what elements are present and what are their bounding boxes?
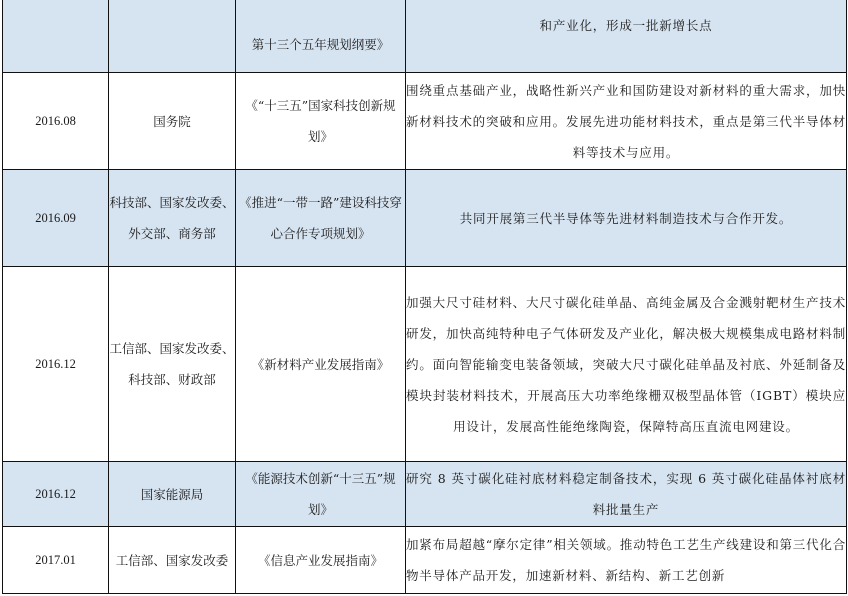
date-cell: 2016.12 <box>3 267 109 462</box>
department-cell: 国务院 <box>109 73 236 170</box>
content-cell: 围绕重点基础产业，战略性新兴产业和国防建设对新材料的重大需求，加快新材料技术的突破和应用。发展先进功能材料技术，重点是第三代半导体材料等技术与应用。 <box>406 73 847 170</box>
table-row <box>3 462 847 527</box>
table-row <box>3 527 847 594</box>
content-cell: 研究 8 英寸碳化硅衬底材料稳定制备技术，实现 6 英寸碳化硅晶体衬底材料批量生产 <box>406 462 847 527</box>
policy-table <box>2 0 847 594</box>
date-cell: 2017.01 <box>3 527 109 594</box>
department-cell: 工信部、国家发改委、科技部、财政部 <box>109 267 236 462</box>
table-row <box>3 0 847 73</box>
document-cell: 《推进“一带一路”建设科技穿心合作专项规划》 <box>236 170 406 267</box>
date-cell: 2016.08 <box>3 73 109 170</box>
content-cell <box>406 527 847 594</box>
document-cell <box>236 0 406 73</box>
table-row <box>3 267 847 462</box>
department-cell: 工信部、国家发改委 <box>109 527 236 594</box>
content-cell <box>406 0 847 73</box>
department-cell: 国家能源局 <box>109 462 236 527</box>
date-cell: 2016.12 <box>3 462 109 527</box>
date-cell: 2016.09 <box>3 170 109 267</box>
department-cell <box>109 0 236 73</box>
document-cell: 《“十三五”国家科技创新规划》 <box>236 73 406 170</box>
content-text: 加紧布局超越“摩尔定律”相关领域。推动特色工艺生产线建设和第三代化合物半导体产品开发，加速新材料、新结构、新工艺创新 <box>406 537 846 583</box>
date-cell <box>3 0 109 73</box>
document-title: 第十三个五年规划纲要》 <box>251 37 390 52</box>
table-row <box>3 170 847 267</box>
document-cell: 《能源技术创新“十三五”规划》 <box>236 462 406 527</box>
table-row <box>3 73 847 170</box>
content-cell: 共同开展第三代半导体等先进材料制造技术与合作开发。 <box>406 170 847 267</box>
department-cell: 科技部、国家发改委、外交部、商务部 <box>109 170 236 267</box>
document-cell: 《新材料产业发展指南》 <box>236 267 406 462</box>
content-text: 和产业化，形成一批新增长点 <box>539 18 713 33</box>
document-cell: 《信息产业发展指南》 <box>236 527 406 594</box>
content-cell: 加强大尺寸硅材料、大尺寸碳化硅单晶、高纯金属及合金溅射靶材生产技术研发，加快高纯特种电子气体研发及产业化，解决极大规模集成电路材料制约。面向智能输变电装备领域，突破大尺寸碳化硅单晶及衬底、外延制备及模块封装材料技术，开展高压大功率绝缘栅双极型晶体管（IGBT）模块应用设计，发展高性能绝缘陶瓷，保障特高压直流电网建设。 <box>406 267 847 462</box>
